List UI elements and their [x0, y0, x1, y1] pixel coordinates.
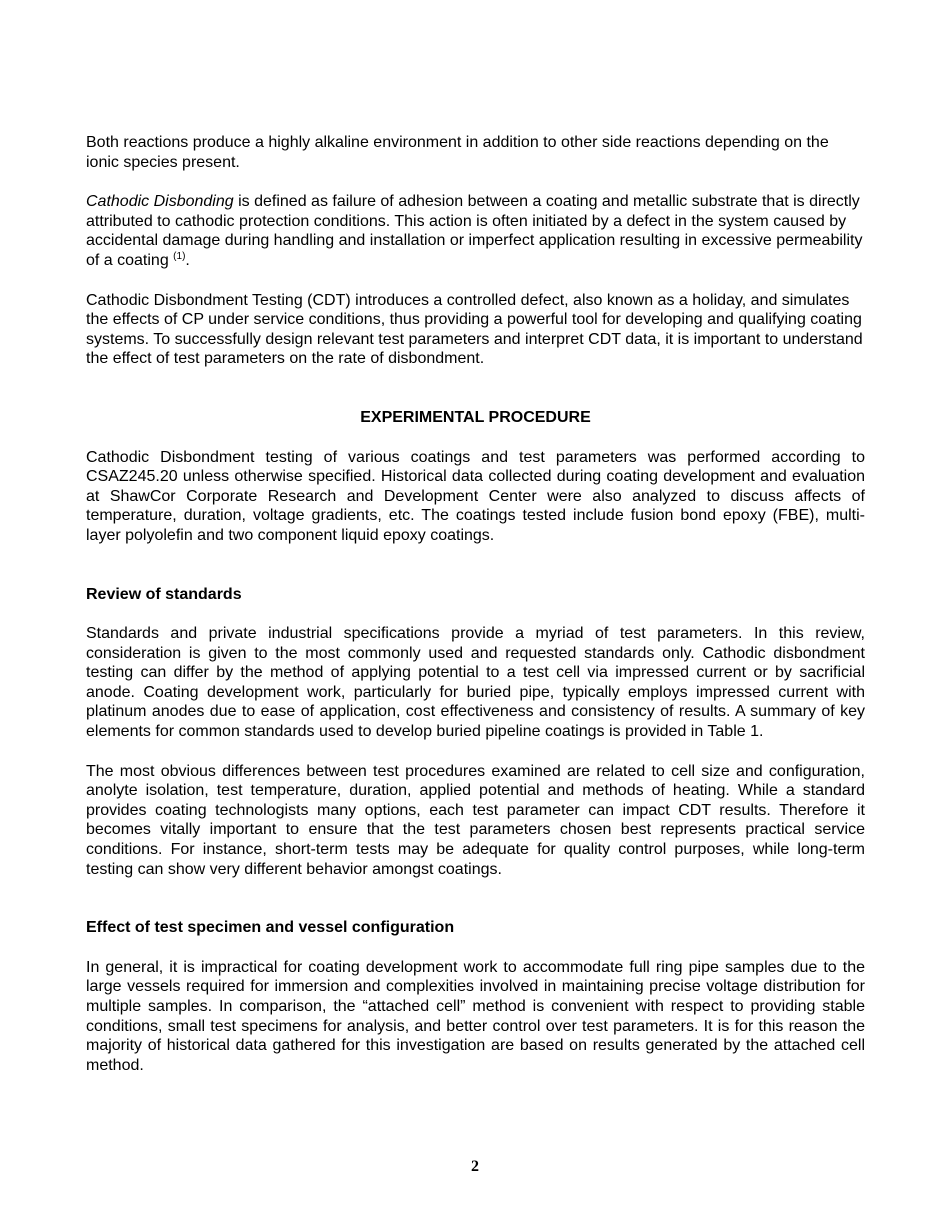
paragraph-cathodic-disbonding-definition [86, 192, 865, 270]
heading-experimental-procedure: EXPERIMENTAL PROCEDURE [360, 408, 591, 426]
document-body [86, 133, 865, 1075]
paragraph-experimental-procedure: Cathodic Disbondment testing of various coatings and test parameters was performed according to CSAZ245.20 unless otherwise specified. Historical data collected during coating development and evaluation at ShawCor Corporate Research and Development Center were also analyzed to discuss affects of temperature, duration, voltage gradients, etc. The coatings tested include fusion bond epoxy (FBE), multi-layer polyolefin and two component liquid epoxy coatings. [86, 448, 865, 544]
reference-marker: (1) [173, 250, 186, 262]
term-cathodic-disbonding: Cathodic Disbonding [86, 193, 234, 211]
paragraph-alkaline-environment: Both reactions produce a highly alkaline environment in addition to other side reactions depending on the ionic species present. [86, 134, 829, 171]
paragraph-attached-cell-method: In general, it is impractical for coating development work to accommodate full ring pipe samples due to the large vessels required for immersion and complexities involved in maintaining precise voltage distribution for multiple samples. In comparison, the “attached cell” method is convenient with respect to providing stable conditions, small test specimens for analysis, and better control over test parameters. It is for this reason the majority of historical data gathered for this investigation are based on results generated by the attached cell method. [86, 958, 865, 1074]
paragraph-standards-review: Standards and private industrial specifications provide a myriad of test parameters. In this review, consideration is given to the most commonly used and requested standards only. Cathodic disbondment testing can differ by the method of applying potential to a test cell via impressed current or by sacrificial anode. Coating development work, particularly for buried pipe, typically employs impressed current with platinum anodes due to ease of application, cost effectiveness and consistency of results. A summary of key elements for common standards used to develop buried pipeline coatings is provided in Table 1. [86, 625, 865, 741]
paragraph-test-procedure-differences: The most obvious differences between test procedures examined are related to cell size and configuration, anolyte isolation, test temperature, duration, applied potential and methods of heating. While a standard provides coating technologists many options, each test parameter can impact CDT results. Therefore it becomes vitally important to ensure that the test parameters chosen best represents practical service conditions. For instance, short-term tests may be adequate for quality control purposes, while long-term testing can show very different behavior amongst coatings. [86, 762, 865, 878]
sentence-end: . [185, 251, 190, 269]
paragraph-cdt-intro: Cathodic Disbondment Testing (CDT) introduces a controlled defect, also known as a holiday, and simulates the effects of CP under service conditions, thus providing a powerful tool for developing and qualifying coating systems. To successfully design relevant test parameters and interpret CDT data, it is important to understand the effect of test parameters on the rate of disbondment. [86, 291, 863, 368]
definition-text: is defined as failure of adhesion between a coating and metallic substrate that is directly attributed to cathodic protection conditions. This action is often initiated by a defect in the system caused by accidental damage during handling and installation or imperfect application resulting in excessive permeability of a coating [86, 193, 863, 269]
heading-review-of-standards: Review of standards [86, 585, 242, 603]
page-number: 2 [471, 1158, 479, 1175]
heading-effect-of-specimen-configuration: Effect of test specimen and vessel configuration [86, 919, 455, 937]
